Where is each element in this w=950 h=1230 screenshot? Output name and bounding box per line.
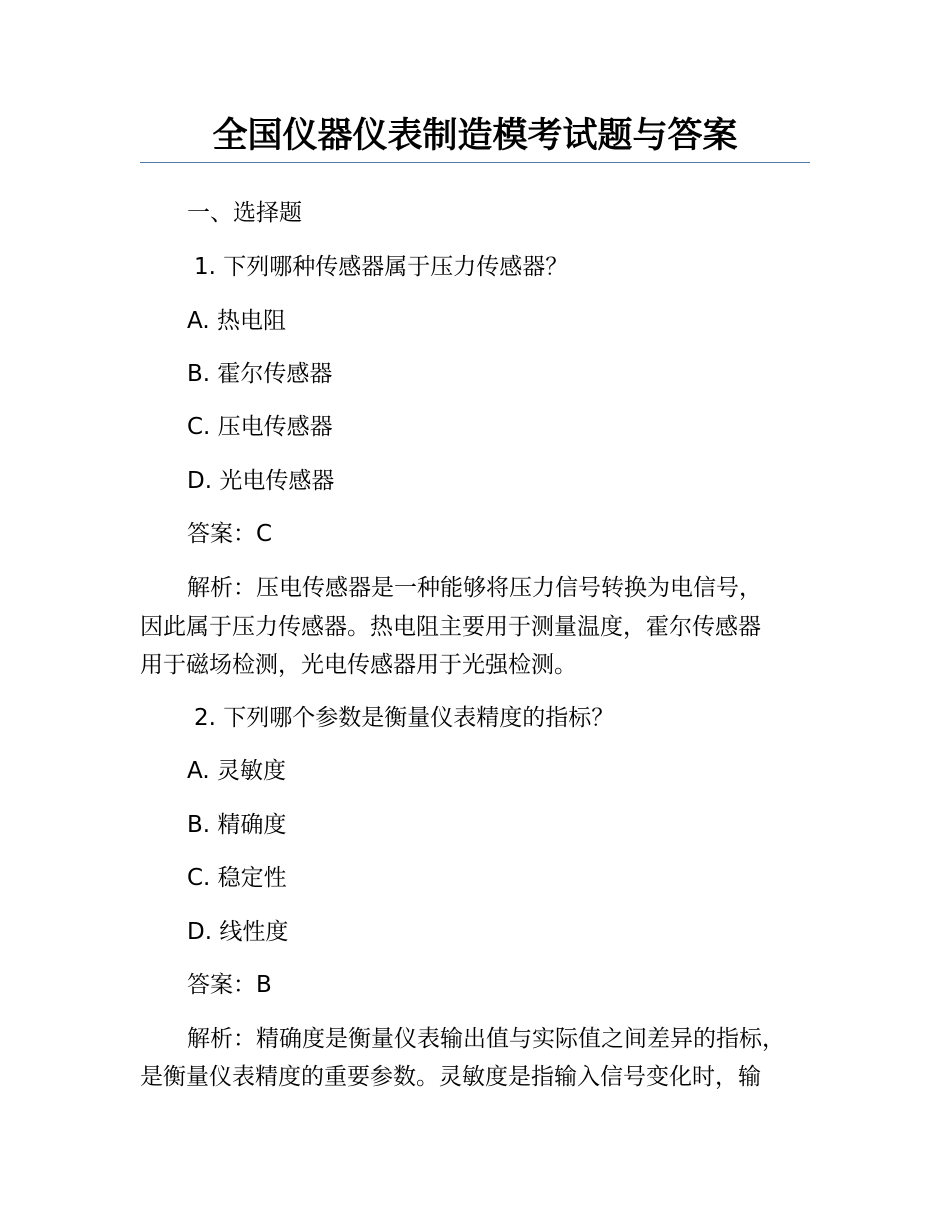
question-1-analysis-line-2: 因此属于压力传感器。热电阻主要用于测量温度，霍尔传感器 [140,614,761,640]
question-1-analysis-line-1: 解析：压电传感器是一种能够将压力信号转换为电信号， [187,575,762,601]
title-underline [140,162,810,163]
question-2: 2. 下列哪个参数是衡量仪表精度的指标？ [194,705,615,731]
question-2-answer: 答案：B [187,972,272,998]
question-1-option-c: C. 压电传感器 [187,414,333,440]
question-2-analysis-line-2: 是衡量仪表精度的重要参数。灵敏度是指输入信号变化时，输 [140,1064,761,1090]
question-1-option-b: B. 霍尔传感器 [187,361,333,387]
question-1-option-a: A. 热电阻 [187,308,286,334]
question-2-option-d: D. 线性度 [187,919,289,945]
question-2-analysis-line-1: 解析：精确度是衡量仪表输出值与实际值之间差异的指标， [187,1026,785,1052]
question-1-answer: 答案：C [187,521,273,547]
question-1-analysis-line-3: 用于磁场检测，光电传感器用于光强检测。 [140,652,577,678]
section-heading: 一、选择题 [187,200,302,226]
question-2-option-a: A. 灵敏度 [187,758,286,784]
question-1-option-d: D. 光电传感器 [187,468,335,494]
document-title: 全国仪器仪表制造模考试题与答案 [212,116,738,156]
question-2-option-c: C. 稳定性 [187,865,287,891]
question-2-option-b: B. 精确度 [187,812,287,838]
question-1: 1. 下列哪种传感器属于压力传感器？ [194,254,569,280]
